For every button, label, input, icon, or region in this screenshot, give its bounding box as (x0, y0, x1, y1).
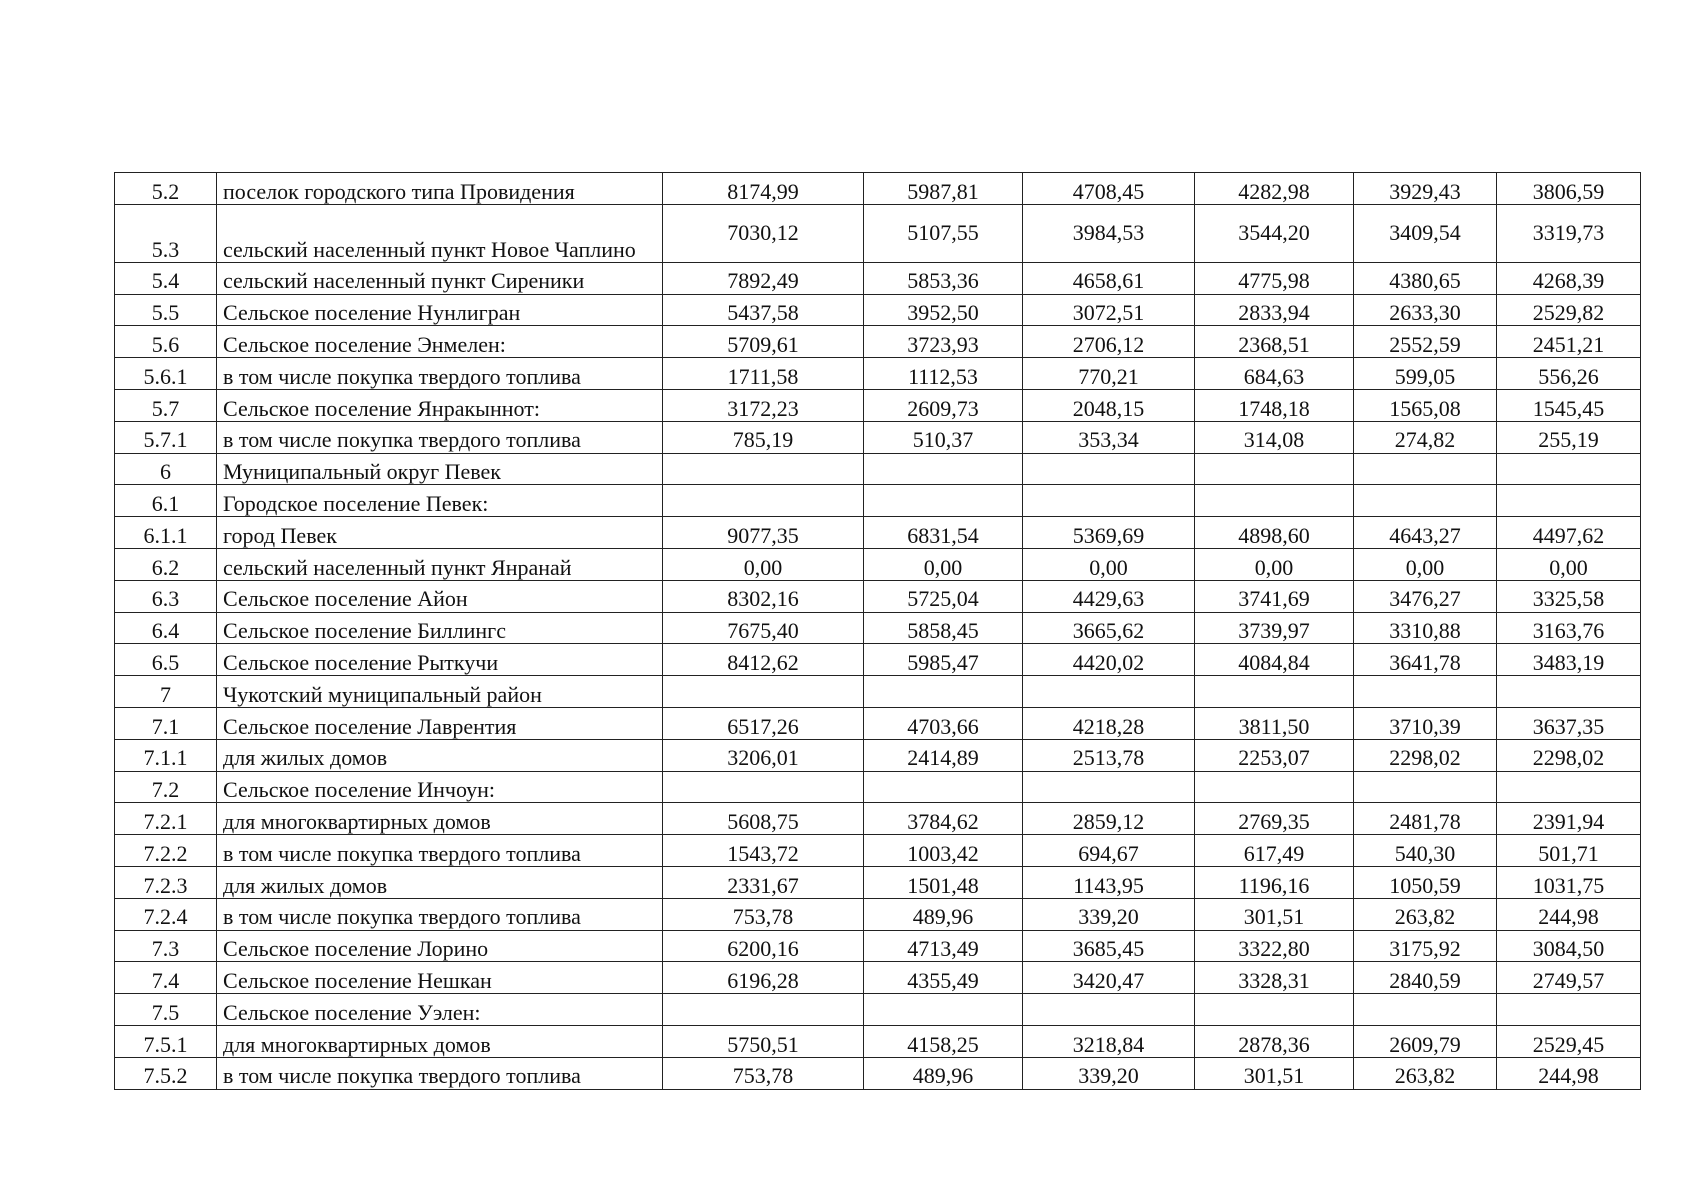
row-name: в том числе покупка твердого топлива (217, 421, 663, 453)
value-cell: 2481,78 (1354, 803, 1497, 835)
value-cell: 314,08 (1195, 421, 1354, 453)
table-row (115, 580, 1641, 612)
value-cell: 1003,42 (864, 835, 1023, 867)
value-cell (1195, 771, 1354, 803)
value-cell (1023, 676, 1195, 708)
value-cell (864, 485, 1023, 517)
value-cell: 339,20 (1023, 898, 1195, 930)
value-cell: 274,82 (1354, 421, 1497, 453)
value-cell: 0,00 (663, 548, 864, 580)
row-number: 7.2.2 (115, 835, 217, 867)
row-number: 5.6 (115, 326, 217, 358)
table-row (115, 898, 1641, 930)
row-number: 6.2 (115, 548, 217, 580)
value-cell (1195, 453, 1354, 485)
table-row (115, 358, 1641, 390)
table-row (115, 866, 1641, 898)
value-cell: 7892,49 (663, 262, 864, 294)
row-name: Сельское поселение Рыткучи (217, 644, 663, 676)
value-cell (1023, 994, 1195, 1026)
value-cell: 0,00 (1354, 548, 1497, 580)
table-row (115, 262, 1641, 294)
value-cell: 4775,98 (1195, 262, 1354, 294)
value-cell: 3206,01 (663, 739, 864, 771)
value-cell: 1112,53 (864, 358, 1023, 390)
value-cell: 3483,19 (1497, 644, 1641, 676)
value-cell (1354, 485, 1497, 517)
value-cell: 3476,27 (1354, 580, 1497, 612)
value-cell: 5437,58 (663, 294, 864, 326)
row-number: 7.1 (115, 707, 217, 739)
value-cell: 3544,20 (1195, 204, 1354, 262)
table-row (115, 612, 1641, 644)
value-cell: 1031,75 (1497, 866, 1641, 898)
value-cell: 0,00 (1195, 548, 1354, 580)
value-cell: 4268,39 (1497, 262, 1641, 294)
row-number: 5.2 (115, 173, 217, 205)
value-cell: 5107,55 (864, 204, 1023, 262)
row-number: 6.3 (115, 580, 217, 612)
row-number: 7.2 (115, 771, 217, 803)
value-cell: 9077,35 (663, 517, 864, 549)
value-cell (864, 994, 1023, 1026)
value-cell: 3175,92 (1354, 930, 1497, 962)
table-body (115, 173, 1641, 1090)
value-cell (864, 453, 1023, 485)
value-cell (1497, 676, 1641, 708)
row-number: 5.3 (115, 204, 217, 262)
value-cell: 4708,45 (1023, 173, 1195, 205)
value-cell: 3163,76 (1497, 612, 1641, 644)
value-cell: 4497,62 (1497, 517, 1641, 549)
value-cell: 3072,51 (1023, 294, 1195, 326)
value-cell: 2451,21 (1497, 326, 1641, 358)
value-cell: 301,51 (1195, 1057, 1354, 1089)
value-cell: 599,05 (1354, 358, 1497, 390)
value-cell: 2749,57 (1497, 962, 1641, 994)
value-cell: 510,37 (864, 421, 1023, 453)
table-row (115, 421, 1641, 453)
value-cell: 2298,02 (1497, 739, 1641, 771)
table-row (115, 1057, 1641, 1089)
value-cell: 2414,89 (864, 739, 1023, 771)
row-name: поселок городского типа Провидения (217, 173, 663, 205)
value-cell: 4380,65 (1354, 262, 1497, 294)
value-cell: 3984,53 (1023, 204, 1195, 262)
value-cell (1354, 453, 1497, 485)
value-cell: 244,98 (1497, 898, 1641, 930)
value-cell: 6196,28 (663, 962, 864, 994)
value-cell: 3084,50 (1497, 930, 1641, 962)
row-number: 7.5.2 (115, 1057, 217, 1089)
value-cell: 753,78 (663, 898, 864, 930)
value-cell: 5985,47 (864, 644, 1023, 676)
value-cell: 2253,07 (1195, 739, 1354, 771)
value-cell: 489,96 (864, 1057, 1023, 1089)
value-cell: 4355,49 (864, 962, 1023, 994)
value-cell: 4643,27 (1354, 517, 1497, 549)
value-cell: 353,34 (1023, 421, 1195, 453)
value-cell: 6831,54 (864, 517, 1023, 549)
table-row (115, 707, 1641, 739)
value-cell: 3811,50 (1195, 707, 1354, 739)
table-row (115, 453, 1641, 485)
value-cell: 4420,02 (1023, 644, 1195, 676)
value-cell (1497, 994, 1641, 1026)
value-cell (1195, 994, 1354, 1026)
value-cell: 4898,60 (1195, 517, 1354, 549)
value-cell (1354, 676, 1497, 708)
value-cell (1195, 485, 1354, 517)
value-cell: 1711,58 (663, 358, 864, 390)
value-cell: 3741,69 (1195, 580, 1354, 612)
value-cell: 5369,69 (1023, 517, 1195, 549)
value-cell: 1143,95 (1023, 866, 1195, 898)
value-cell: 501,71 (1497, 835, 1641, 867)
value-cell: 6200,16 (663, 930, 864, 962)
value-cell: 3685,45 (1023, 930, 1195, 962)
value-cell: 2878,36 (1195, 1025, 1354, 1057)
value-cell: 617,49 (1195, 835, 1354, 867)
row-name: в том числе покупка твердого топлива (217, 1057, 663, 1089)
value-cell: 540,30 (1354, 835, 1497, 867)
value-cell: 1748,18 (1195, 389, 1354, 421)
row-number: 7.2.1 (115, 803, 217, 835)
value-cell: 5750,51 (663, 1025, 864, 1057)
value-cell: 3319,73 (1497, 204, 1641, 262)
table-row (115, 803, 1641, 835)
value-cell: 489,96 (864, 898, 1023, 930)
value-cell: 0,00 (1497, 548, 1641, 580)
row-number: 6.1.1 (115, 517, 217, 549)
row-name: Городское поселение Певек: (217, 485, 663, 517)
value-cell (663, 453, 864, 485)
row-name: Сельское поселение Биллингс (217, 612, 663, 644)
value-cell: 2840,59 (1354, 962, 1497, 994)
value-cell: 2609,79 (1354, 1025, 1497, 1057)
value-cell: 785,19 (663, 421, 864, 453)
row-number: 6.4 (115, 612, 217, 644)
table-row (115, 644, 1641, 676)
table-row (115, 173, 1641, 205)
row-name: Сельское поселение Янракыннот: (217, 389, 663, 421)
value-cell: 2391,94 (1497, 803, 1641, 835)
value-cell: 1196,16 (1195, 866, 1354, 898)
value-cell: 3641,78 (1354, 644, 1497, 676)
value-cell: 3665,62 (1023, 612, 1195, 644)
row-name: Сельское поселение Лорино (217, 930, 663, 962)
value-cell: 5858,45 (864, 612, 1023, 644)
row-number: 7.2.4 (115, 898, 217, 930)
table-row (115, 1025, 1641, 1057)
value-cell: 4713,49 (864, 930, 1023, 962)
value-cell (864, 771, 1023, 803)
value-cell (663, 771, 864, 803)
value-cell: 3637,35 (1497, 707, 1641, 739)
value-cell: 3723,93 (864, 326, 1023, 358)
value-cell: 263,82 (1354, 898, 1497, 930)
row-number: 6.1 (115, 485, 217, 517)
value-cell (663, 994, 864, 1026)
value-cell: 684,63 (1195, 358, 1354, 390)
value-cell: 4218,28 (1023, 707, 1195, 739)
table-row (115, 548, 1641, 580)
value-cell (1023, 485, 1195, 517)
value-cell: 1050,59 (1354, 866, 1497, 898)
value-cell: 2833,94 (1195, 294, 1354, 326)
table-row (115, 962, 1641, 994)
value-cell: 3420,47 (1023, 962, 1195, 994)
row-number: 7.5 (115, 994, 217, 1026)
row-name: Сельское поселение Уэлен: (217, 994, 663, 1026)
value-cell: 2769,35 (1195, 803, 1354, 835)
value-cell: 301,51 (1195, 898, 1354, 930)
row-name: для многоквартирных домов (217, 803, 663, 835)
row-name: Чукотский муниципальный район (217, 676, 663, 708)
row-number: 5.4 (115, 262, 217, 294)
value-cell: 3806,59 (1497, 173, 1641, 205)
value-cell (1497, 453, 1641, 485)
value-cell: 0,00 (864, 548, 1023, 580)
row-name: в том числе покупка твердого топлива (217, 358, 663, 390)
value-cell: 8174,99 (663, 173, 864, 205)
row-name: Сельское поселение Нешкан (217, 962, 663, 994)
value-cell: 263,82 (1354, 1057, 1497, 1089)
value-cell: 2609,73 (864, 389, 1023, 421)
value-cell: 4429,63 (1023, 580, 1195, 612)
value-cell: 5725,04 (864, 580, 1023, 612)
value-cell: 4658,61 (1023, 262, 1195, 294)
value-cell: 1543,72 (663, 835, 864, 867)
row-name: в том числе покупка твердого топлива (217, 898, 663, 930)
value-cell: 2529,82 (1497, 294, 1641, 326)
row-number: 6 (115, 453, 217, 485)
value-cell: 8412,62 (663, 644, 864, 676)
value-cell: 3710,39 (1354, 707, 1497, 739)
row-name: для жилых домов (217, 866, 663, 898)
value-cell: 2633,30 (1354, 294, 1497, 326)
value-cell (1354, 994, 1497, 1026)
row-number: 5.7 (115, 389, 217, 421)
value-cell: 339,20 (1023, 1057, 1195, 1089)
table-row (115, 204, 1641, 262)
row-name: в том числе покупка твердого топлива (217, 835, 663, 867)
value-cell: 3929,43 (1354, 173, 1497, 205)
value-cell: 1565,08 (1354, 389, 1497, 421)
row-number: 5.6.1 (115, 358, 217, 390)
row-number: 5.7.1 (115, 421, 217, 453)
value-cell (1497, 771, 1641, 803)
value-cell (864, 676, 1023, 708)
value-cell (1023, 771, 1195, 803)
value-cell: 1501,48 (864, 866, 1023, 898)
row-number: 7 (115, 676, 217, 708)
value-cell: 7030,12 (663, 204, 864, 262)
value-cell: 4084,84 (1195, 644, 1354, 676)
value-cell: 3784,62 (864, 803, 1023, 835)
row-name: Муниципальный округ Певек (217, 453, 663, 485)
row-number: 7.3 (115, 930, 217, 962)
value-cell (1195, 676, 1354, 708)
value-cell: 2298,02 (1354, 739, 1497, 771)
value-cell (1354, 771, 1497, 803)
table-row (115, 517, 1641, 549)
row-name: Сельское поселение Айон (217, 580, 663, 612)
table-row (115, 930, 1641, 962)
value-cell: 2859,12 (1023, 803, 1195, 835)
table-row (115, 771, 1641, 803)
row-number: 7.2.3 (115, 866, 217, 898)
value-cell: 3310,88 (1354, 612, 1497, 644)
row-name: город Певек (217, 517, 663, 549)
value-cell: 2331,67 (663, 866, 864, 898)
value-cell: 3218,84 (1023, 1025, 1195, 1057)
table-row (115, 485, 1641, 517)
value-cell: 3739,97 (1195, 612, 1354, 644)
table-row (115, 389, 1641, 421)
row-name: Сельское поселение Энмелен: (217, 326, 663, 358)
value-cell: 8302,16 (663, 580, 864, 612)
row-number: 7.4 (115, 962, 217, 994)
value-cell: 5987,81 (864, 173, 1023, 205)
value-cell: 5608,75 (663, 803, 864, 835)
value-cell: 0,00 (1023, 548, 1195, 580)
row-name: Сельское поселение Нунлигран (217, 294, 663, 326)
row-number: 6.5 (115, 644, 217, 676)
value-cell: 3172,23 (663, 389, 864, 421)
row-name: Сельское поселение Лаврентия (217, 707, 663, 739)
table-row (115, 835, 1641, 867)
value-cell: 3322,80 (1195, 930, 1354, 962)
value-cell: 2513,78 (1023, 739, 1195, 771)
value-cell: 556,26 (1497, 358, 1641, 390)
value-cell: 2529,45 (1497, 1025, 1641, 1057)
row-name: сельский населенный пункт Новое Чаплино (217, 204, 663, 262)
value-cell: 3325,58 (1497, 580, 1641, 612)
value-cell: 1545,45 (1497, 389, 1641, 421)
row-name: сельский населенный пункт Сиреники (217, 262, 663, 294)
value-cell: 244,98 (1497, 1057, 1641, 1089)
value-cell: 5853,36 (864, 262, 1023, 294)
value-cell: 694,67 (1023, 835, 1195, 867)
row-number: 7.5.1 (115, 1025, 217, 1057)
value-cell: 753,78 (663, 1057, 864, 1089)
row-number: 5.5 (115, 294, 217, 326)
value-cell: 3409,54 (1354, 204, 1497, 262)
row-name: сельский населенный пункт Янранай (217, 548, 663, 580)
value-cell: 7675,40 (663, 612, 864, 644)
value-cell: 255,19 (1497, 421, 1641, 453)
table-row (115, 994, 1641, 1026)
value-cell: 3328,31 (1195, 962, 1354, 994)
value-cell: 4158,25 (864, 1025, 1023, 1057)
value-cell (1497, 485, 1641, 517)
value-cell: 3952,50 (864, 294, 1023, 326)
value-cell: 2368,51 (1195, 326, 1354, 358)
value-cell: 5709,61 (663, 326, 864, 358)
value-cell: 770,21 (1023, 358, 1195, 390)
table-row (115, 739, 1641, 771)
row-name: для многоквартирных домов (217, 1025, 663, 1057)
row-number: 7.1.1 (115, 739, 217, 771)
table-row (115, 294, 1641, 326)
row-name: Сельское поселение Инчоун: (217, 771, 663, 803)
value-cell: 4703,66 (864, 707, 1023, 739)
table-row (115, 326, 1641, 358)
value-cell: 6517,26 (663, 707, 864, 739)
data-table (114, 172, 1641, 1090)
value-cell (1023, 453, 1195, 485)
value-cell (663, 676, 864, 708)
table-row (115, 676, 1641, 708)
value-cell: 2706,12 (1023, 326, 1195, 358)
value-cell: 2552,59 (1354, 326, 1497, 358)
row-name: для жилых домов (217, 739, 663, 771)
value-cell (663, 485, 864, 517)
value-cell: 4282,98 (1195, 173, 1354, 205)
value-cell: 2048,15 (1023, 389, 1195, 421)
